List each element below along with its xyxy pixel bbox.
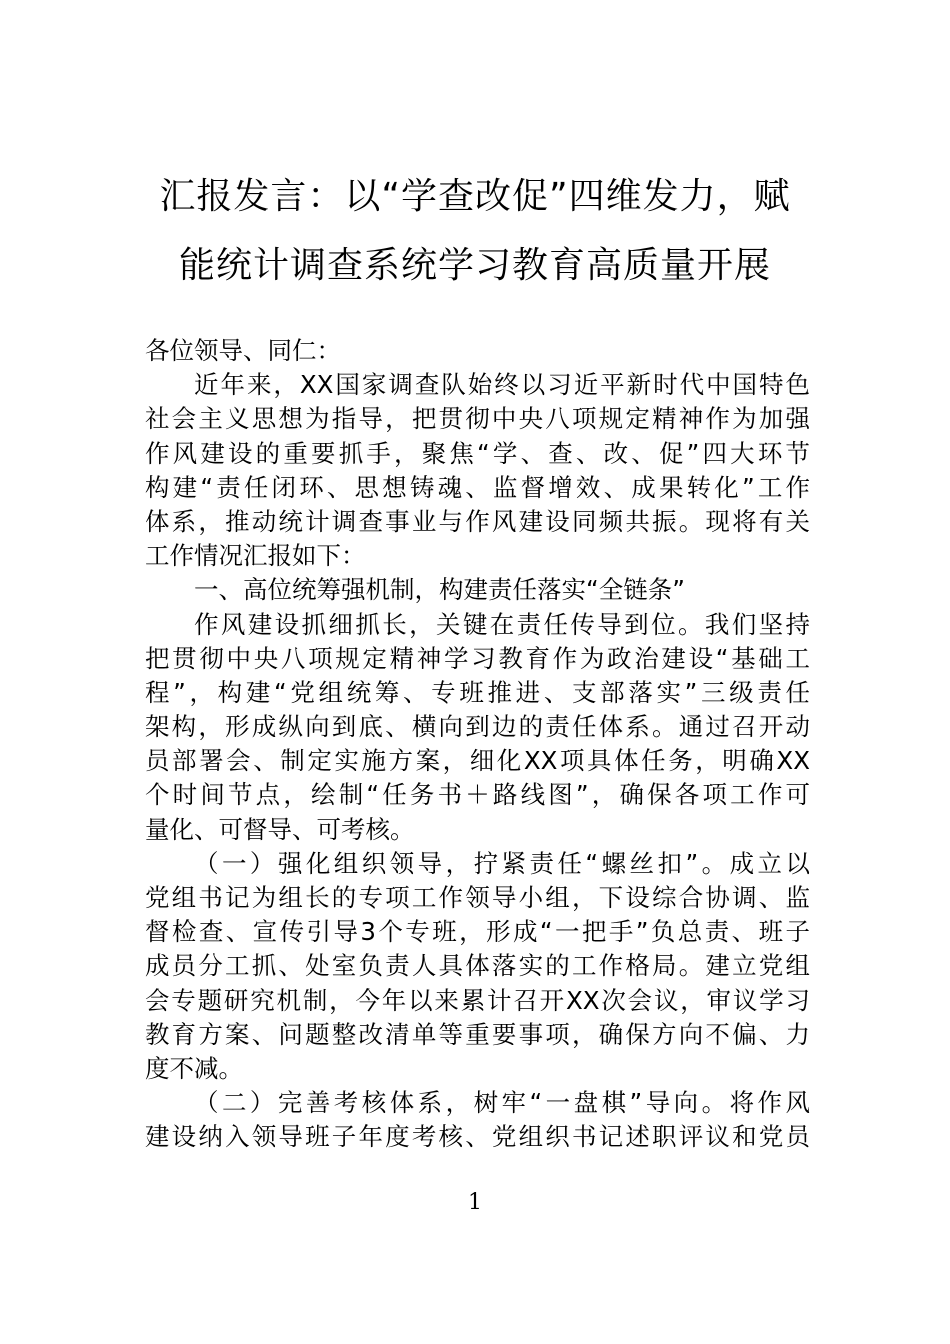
body-line: 员部署会、制定实施方案，细化XX项具体任务，明确XX	[145, 746, 810, 776]
body-line: 近年来，XX国家调查队始终以习近平新时代中国特色	[194, 370, 810, 400]
body-line: 作风建设抓细抓长，关键在责任传导到位。我们坚持	[194, 609, 810, 639]
subsection-line: （一）强化组织领导，拧紧责任“螺丝扣”。成立以	[194, 848, 810, 878]
document-title-line-1: 汇报发言：以“学查改促”四维发力，赋	[159, 176, 791, 217]
body-line: 社会主义思想为指导，把贯彻中央八项规定精神作为加强	[145, 404, 810, 434]
salutation: 各位领导、同仁：	[145, 336, 341, 365]
body-line: 体系，推动统计调查事业与作风建设同频共振。现将有关	[145, 506, 810, 536]
body-line: 构建“责任闭环、思想铸魂、监督增效、成果转化”工作	[145, 472, 810, 502]
body-line: 作风建设的重要抓手，聚焦“学、查、改、促”四大环节	[145, 438, 810, 468]
body-line: 成员分工抓、处室负责人具体落实的工作格局。建立党组	[145, 951, 810, 981]
body-line: 工作情况汇报如下：	[145, 541, 366, 571]
page-number: 1	[468, 1190, 482, 1215]
body-line: 把贯彻中央八项规定精神学习教育作为政治建设“基础工	[145, 643, 810, 673]
body-line: 个时间节点，绘制“任务书＋路线图”，确保各项工作可	[145, 780, 810, 810]
section-heading: 一、高位统筹强机制，构建责任落实“全链条”	[194, 575, 685, 605]
body-line: 督检查、宣传引导3个专班，形成“一把手”负总责、班子	[145, 917, 810, 947]
body-line: 党组书记为组长的专项工作领导小组，下设综合协调、监	[145, 883, 810, 912]
document-body	[145, 334, 810, 1155]
document-title-line-2: 能统计调查系统学习教育高质量开展	[178, 245, 771, 286]
body-line: 教育方案、问题整改清单等重要事项，确保方向不偏、力	[145, 1019, 810, 1049]
body-line: 量化、可督导、可考核。	[145, 814, 415, 844]
subsection-line: （二）完善考核体系，树牢“一盘棋”导向。将作风	[194, 1088, 810, 1118]
body-line: 会专题研究机制，今年以来累计召开XX次会议，审议学习	[145, 985, 810, 1015]
body-line: 建设纳入领导班子年度考核、党组织书记述职评议和党员	[145, 1122, 810, 1152]
body-line: 度不减。	[145, 1053, 243, 1083]
body-line: 程”，构建“党组统筹、专班推进、支部落实”三级责任	[145, 677, 810, 707]
body-line: 架构，形成纵向到底、横向到边的责任体系。通过召开动	[145, 712, 810, 742]
